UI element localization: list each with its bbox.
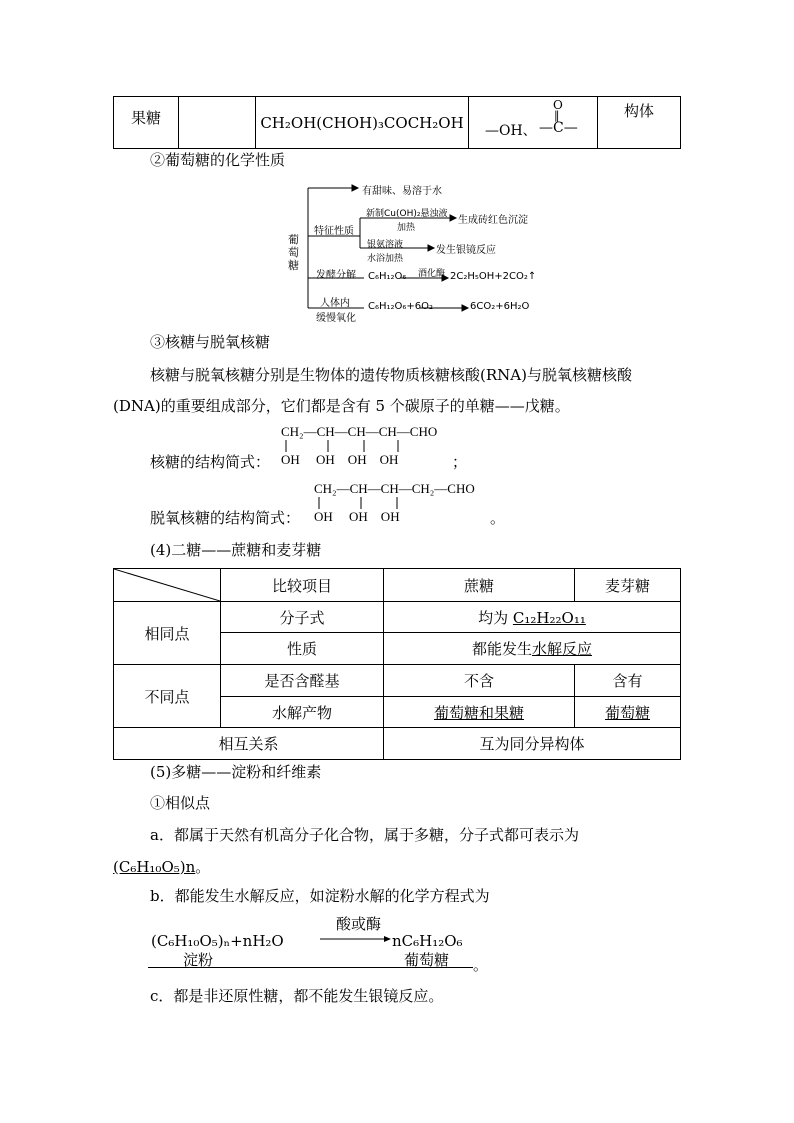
item-b-text: b．都能发生水解反应，如淀粉水解的化学方程式为 bbox=[150, 887, 490, 905]
formula-value-cell: 均为 C₁₂H₂₂O₁₁ bbox=[384, 602, 681, 633]
glucose-section-title: ②葡萄糖的化学性质 bbox=[150, 151, 286, 169]
diagram-b3-cond: 酒化酶 bbox=[418, 269, 446, 279]
diagonal-line bbox=[114, 569, 220, 601]
ribose-structure-top: CH₂—CH—CH—CH—CHO bbox=[281, 424, 438, 439]
item-a-formula: (C₆H₁₀O₅)n bbox=[113, 858, 196, 876]
diagram-b4-label-top: 人体内 bbox=[320, 298, 350, 309]
ribose-semicolon: ； bbox=[452, 453, 468, 471]
diagram-b2b-cond-top: 银氨溶液 bbox=[367, 240, 404, 250]
aldehyde-maltose-cell: 含有 bbox=[575, 665, 681, 697]
equation-right: nC₆H₁₂O₆ bbox=[392, 932, 463, 950]
equation-under-right: 葡萄糖 bbox=[404, 951, 450, 969]
diagram-b2b-cond-bot: 水浴加热 bbox=[367, 254, 404, 264]
ribose-paragraph-line2: (DNA)的重要组成部分，它们都是含有 5 个碳原子的单糖——戊糖。 bbox=[113, 397, 570, 415]
similar-points-title: ①相似点 bbox=[150, 794, 211, 812]
product-maltose-cell: 葡萄糖 bbox=[575, 697, 681, 728]
isomer-cell: 构体 bbox=[598, 97, 681, 149]
relation-value-cell: 互为同分异构体 bbox=[384, 728, 681, 760]
equation-arrow bbox=[320, 934, 392, 944]
equation-condition: 酸或酶 bbox=[336, 915, 382, 933]
aldehyde-label-cell: 是否含醛基 bbox=[221, 665, 384, 697]
deoxyribose-period: 。 bbox=[490, 509, 506, 527]
disaccharide-table bbox=[113, 568, 681, 760]
diagram-b2a-cond-top: 新制Cu(OH)₂悬浊液 bbox=[366, 209, 448, 219]
deoxyribose-structure-top: CH₂—CH—CH—CH₂—CHO bbox=[314, 481, 475, 496]
fructose-name-cell: 果糖 bbox=[114, 97, 179, 149]
carbonyl-bond: ‖ bbox=[554, 108, 560, 122]
aldehyde-sucrose-cell: 不含 bbox=[384, 665, 575, 697]
carbonyl-o: O bbox=[553, 97, 563, 112]
same-point-cell: 相同点 bbox=[114, 602, 221, 665]
relation-label-cell: 相互关系 bbox=[114, 728, 384, 760]
functional-group-cell bbox=[469, 97, 598, 149]
ribose-paragraph-line1: 核糖与脱氧核糖分别是生物体的遗传物质核糖核酸(RNA)与脱氧核糖核酸 bbox=[150, 366, 632, 384]
empty-cell bbox=[179, 97, 256, 149]
diagram-b3-left: C₆H₁₂O₆ bbox=[368, 271, 407, 282]
deoxyribose-structure-bottom: OH OH OH bbox=[314, 509, 400, 524]
diagram-b3-right: 2C₂H₅OH+2CO₂↑ bbox=[450, 271, 537, 282]
fructose-table bbox=[113, 96, 681, 149]
disaccharide-title: (4)二糖——蔗糖和麦芽糖 bbox=[150, 541, 322, 559]
ribose-structure-bottom: OH OH OH OH bbox=[281, 452, 399, 467]
diagram-b4-right: 6CO₂+6H₂O bbox=[470, 301, 530, 312]
formula-label-cell: 分子式 bbox=[221, 602, 384, 633]
property-label-cell: 性质 bbox=[221, 633, 384, 665]
diagram-root: 葡萄糖 bbox=[288, 233, 299, 272]
product-sucrose-cell: 葡萄糖和果糖 bbox=[384, 697, 575, 728]
header-maltose: 麦芽糖 bbox=[575, 569, 681, 602]
item-a-text: a．都属于天然有机高分子化合物，属于多糖，分子式都可表示为 bbox=[150, 826, 579, 844]
ribose-section-title: ③核糖与脱氧核糖 bbox=[150, 333, 271, 351]
property-value-cell: 都能发生水解反应 bbox=[384, 633, 681, 665]
diagram-b4-left: C₆H₁₂O₆+6O₂ bbox=[368, 301, 434, 312]
diagram-b3-label: 发酵分解 bbox=[316, 270, 356, 281]
deoxyribose-structure-label: 脱氧核糖的结构简式： bbox=[150, 509, 301, 527]
equation-end: 。 bbox=[473, 956, 489, 974]
item-a-formula-line: (C₆H₁₀O₅)n。 bbox=[113, 858, 211, 876]
header-item: 比较项目 bbox=[221, 569, 384, 602]
equation-under-left: 淀粉 bbox=[183, 951, 214, 969]
ribose-structure-label: 核糖的结构简式： bbox=[150, 453, 271, 471]
diagram-b2a-result: 生成砖红色沉淀 bbox=[458, 215, 528, 226]
header-sucrose: 蔗糖 bbox=[384, 569, 575, 602]
diagram-b2-label: 特征性质 bbox=[314, 226, 354, 237]
carbonyl-c: —C— bbox=[539, 119, 578, 136]
fructose-formula-cell: CH₂OH(CHOH)₃COCH₂OH bbox=[256, 97, 469, 149]
diagonal-header-cell bbox=[114, 569, 221, 602]
diagram-b1: 有甜味、易溶于水 bbox=[362, 186, 442, 197]
diff-point-cell: 不同点 bbox=[114, 665, 221, 728]
item-c-text: c．都是非还原性糖，都不能发生银镜反应。 bbox=[150, 987, 444, 1005]
hydroxyl-group: —OH、 bbox=[485, 122, 537, 139]
equation-left: (C₆H₁₀O₅)ₙ+nH₂O bbox=[151, 932, 284, 950]
diagram-b2a-cond-bot: 加热 bbox=[397, 223, 416, 233]
diagram-b2b-result: 发生银镜反应 bbox=[436, 245, 496, 256]
polysaccharide-title: (5)多糖——淀粉和纤维素 bbox=[150, 763, 322, 781]
diagram-b4-label-bot: 缓慢氧化 bbox=[316, 313, 356, 324]
product-label-cell: 水解产物 bbox=[221, 697, 384, 728]
